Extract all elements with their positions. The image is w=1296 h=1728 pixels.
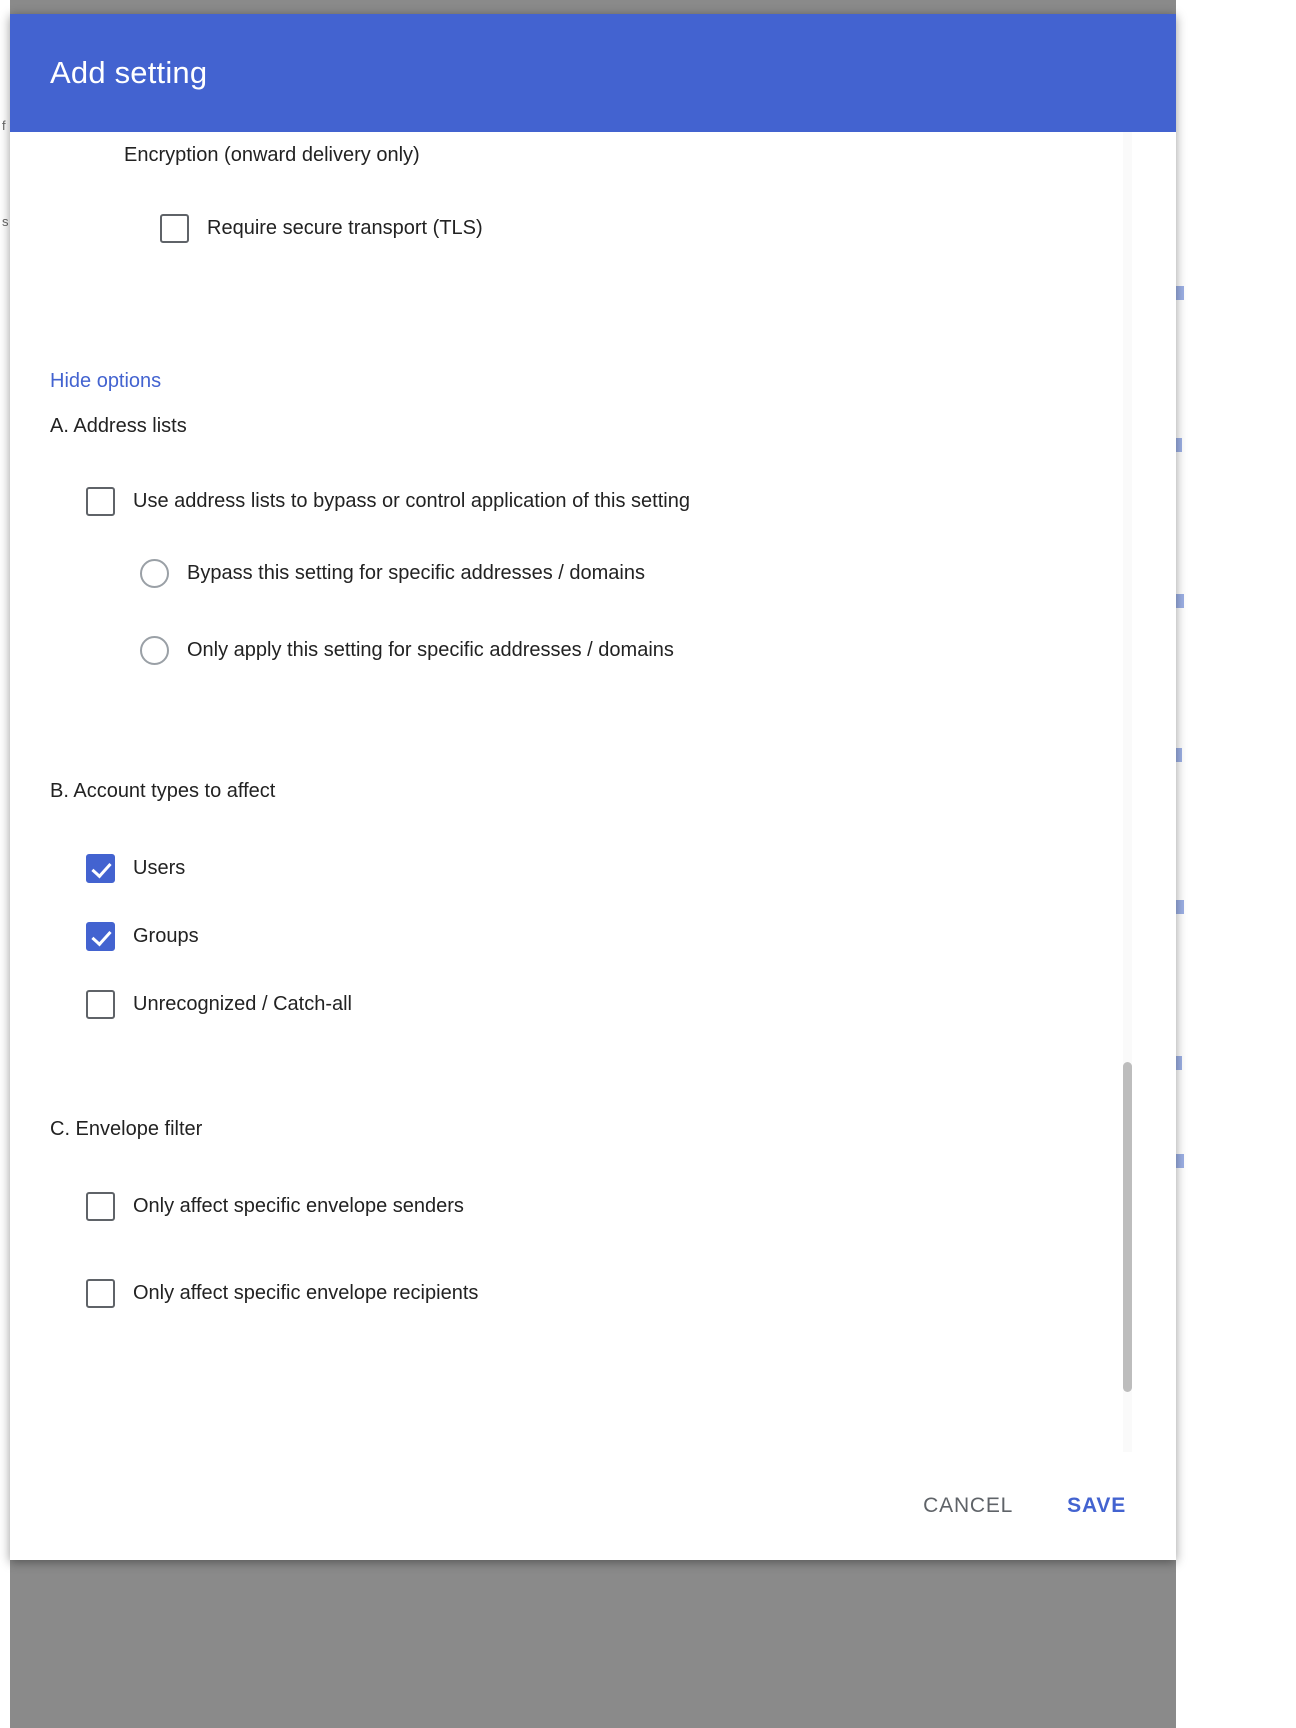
dialog-title: Add setting — [50, 55, 208, 90]
only-apply-setting-radio[interactable] — [140, 636, 169, 665]
use-address-lists-checkbox[interactable] — [86, 487, 115, 516]
option-row-groups[interactable] — [86, 922, 199, 951]
option-row-envelope-recipients[interactable] — [86, 1279, 478, 1308]
dialog-footer — [10, 1452, 1176, 1560]
require-tls-checkbox[interactable] — [160, 214, 189, 243]
users-label: Users — [133, 857, 186, 879]
bypass-setting-label: Bypass this setting for specific addresses / domains — [187, 562, 645, 584]
section-heading-envelope-filter: C. Envelope filter — [50, 1118, 203, 1140]
background-left-column — [0, 0, 10, 1728]
background-fleck — [1176, 1056, 1182, 1070]
only-apply-setting-label: Only apply this setting for specific addresses / domains — [187, 639, 674, 661]
background-fleck — [1176, 594, 1184, 608]
users-checkbox[interactable] — [86, 854, 115, 883]
cancel-button[interactable]: CANCEL — [903, 1482, 1033, 1530]
envelope-recipients-label: Only affect specific envelope recipients — [133, 1282, 479, 1304]
envelope-senders-checkbox[interactable] — [86, 1192, 115, 1221]
bypass-setting-radio[interactable] — [140, 559, 169, 588]
section-heading-account-types: B. Account types to affect — [50, 780, 276, 802]
groups-label: Groups — [133, 925, 199, 947]
require-tls-label: Require secure transport (TLS) — [207, 217, 483, 239]
add-setting-dialog — [10, 14, 1176, 1560]
use-address-lists-label: Use address lists to bypass or control application of this setting — [133, 490, 690, 512]
hide-options-link[interactable]: Hide options — [50, 370, 162, 392]
groups-checkbox[interactable] — [86, 922, 115, 951]
dialog-body — [10, 132, 1176, 1452]
section-heading-address-lists: A. Address lists — [50, 415, 187, 437]
background-fragment-text: f — [2, 118, 6, 133]
background-fleck — [1176, 900, 1184, 914]
option-row-bypass-setting[interactable] — [140, 559, 645, 588]
option-row-envelope-senders[interactable] — [86, 1192, 464, 1221]
unrecognized-catchall-checkbox[interactable] — [86, 990, 115, 1019]
option-row-use-address-lists[interactable] — [86, 487, 690, 516]
background-fleck — [1176, 438, 1182, 452]
tls-option-row[interactable] — [160, 214, 483, 243]
envelope-senders-label: Only affect specific envelope senders — [133, 1195, 464, 1217]
dialog-scrollbar-thumb[interactable] — [1123, 1062, 1132, 1392]
option-row-unrecognized-catchall[interactable] — [86, 990, 352, 1019]
encryption-section-label: Encryption (onward delivery only) — [124, 144, 420, 166]
unrecognized-catchall-label: Unrecognized / Catch-all — [133, 993, 352, 1015]
dialog-scroll-area[interactable] — [50, 132, 1136, 1452]
option-row-users[interactable] — [86, 854, 185, 883]
background-fleck — [1176, 1154, 1184, 1168]
option-row-only-apply-setting[interactable] — [140, 636, 674, 665]
dialog-header — [10, 14, 1176, 132]
background-right-column — [1176, 0, 1296, 1728]
background-fleck — [1176, 748, 1182, 762]
save-button[interactable]: SAVE — [1047, 1482, 1146, 1530]
background-fragment-text-2: s — [2, 214, 9, 229]
envelope-recipients-checkbox[interactable] — [86, 1279, 115, 1308]
background-fleck — [1176, 286, 1184, 300]
